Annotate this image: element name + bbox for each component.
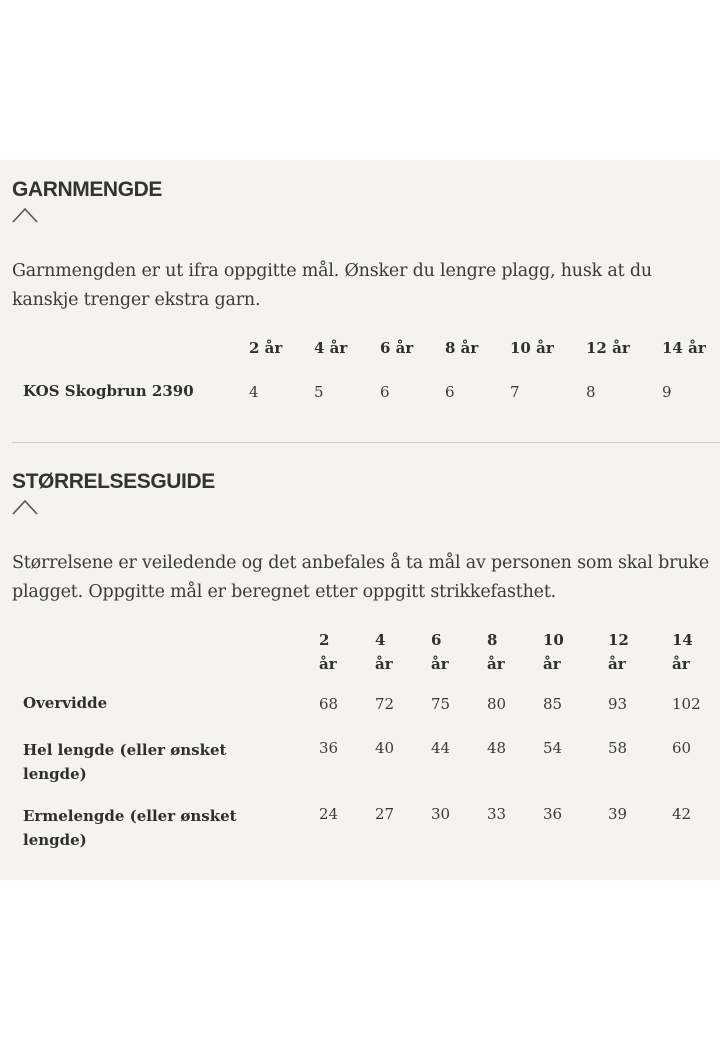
measurement-value: 39 [608,805,628,823]
measurement-value: 102 [672,695,701,713]
size-guide-title: STØRRELSESGUIDE [12,470,215,493]
size-header-number: 14 [672,631,693,649]
measurement-label: Overvidde [23,694,108,712]
size-header-number: 2 [319,631,330,649]
yarn-value: 7 [510,383,520,401]
yarn-amount-intro: Garnmengden er ut ifra oppgitte mål. Ønsker du lengre plagg, husk at du kanskje trenger ekstra garn. [12,261,652,310]
measurement-value: 42 [672,805,692,823]
yarn-value: 5 [314,383,324,401]
measurement-value: 48 [487,739,507,757]
measurement-value: 85 [543,695,563,713]
measurement-value: 54 [543,739,563,757]
size-header [608,628,629,676]
yarn-value: 4 [249,383,259,401]
measurement-value: 72 [375,695,395,713]
size-header: 8 år [445,339,479,357]
measurement-value: 30 [431,805,451,823]
chevron-up-icon[interactable] [12,499,38,515]
measurement-value: 58 [608,739,628,757]
size-header [672,628,693,676]
measurement-value: 80 [487,695,507,713]
measurement-value: 75 [431,695,451,713]
size-header-unit: år [319,655,337,673]
size-header [543,628,564,676]
size-header: 12 år [586,339,630,357]
size-header [487,628,505,676]
size-header: 4 år [314,339,348,357]
size-header-unit: år [608,655,626,673]
size-header-unit: år [487,655,505,673]
size-header-unit: år [672,655,690,673]
measurement-value: 60 [672,739,692,757]
size-header: 14 år [662,339,706,357]
size-header-number: 12 [608,631,629,649]
measurement-label: Hel lengde (eller ønsket lengde) [23,741,227,783]
size-header-unit: år [543,655,561,673]
yarn-value: 6 [445,383,455,401]
size-header [319,628,337,676]
size-header-number: 6 [431,631,442,649]
size-header-unit: år [431,655,449,673]
size-header: 2 år [249,339,283,357]
size-header-number: 10 [543,631,564,649]
size-header: 6 år [380,339,414,357]
yarn-row-label: KOS Skogbrun 2390 [23,382,194,400]
measurement-value: 36 [319,739,339,757]
size-header [375,628,393,676]
size-header-unit: år [375,655,393,673]
measurement-label: Ermelengde (eller ønsket lengde) [23,807,237,849]
measurement-value: 36 [543,805,563,823]
yarn-value: 6 [380,383,390,401]
product-info-panel [0,160,720,880]
measurement-value: 44 [431,739,451,757]
yarn-amount-title: GARNMENGDE [12,178,163,201]
measurement-value: 93 [608,695,628,713]
yarn-value: 8 [586,383,596,401]
measurement-value: 33 [487,805,507,823]
measurement-value: 40 [375,739,395,757]
yarn-value: 9 [662,383,672,401]
chevron-up-icon[interactable] [12,207,38,223]
measurement-value: 24 [319,805,339,823]
measurement-value: 68 [319,695,339,713]
size-header [431,628,449,676]
measurement-value: 27 [375,805,395,823]
section-divider [12,442,720,443]
size-guide-intro: Størrelsene er veiledende og det anbefales å ta mål av personen som skal bruke plagget. Oppgitte mål er beregnet etter oppgitt strikkefasthet. [12,553,709,602]
size-header-number: 4 [375,631,386,649]
size-header-number: 8 [487,631,498,649]
size-header: 10 år [510,339,554,357]
